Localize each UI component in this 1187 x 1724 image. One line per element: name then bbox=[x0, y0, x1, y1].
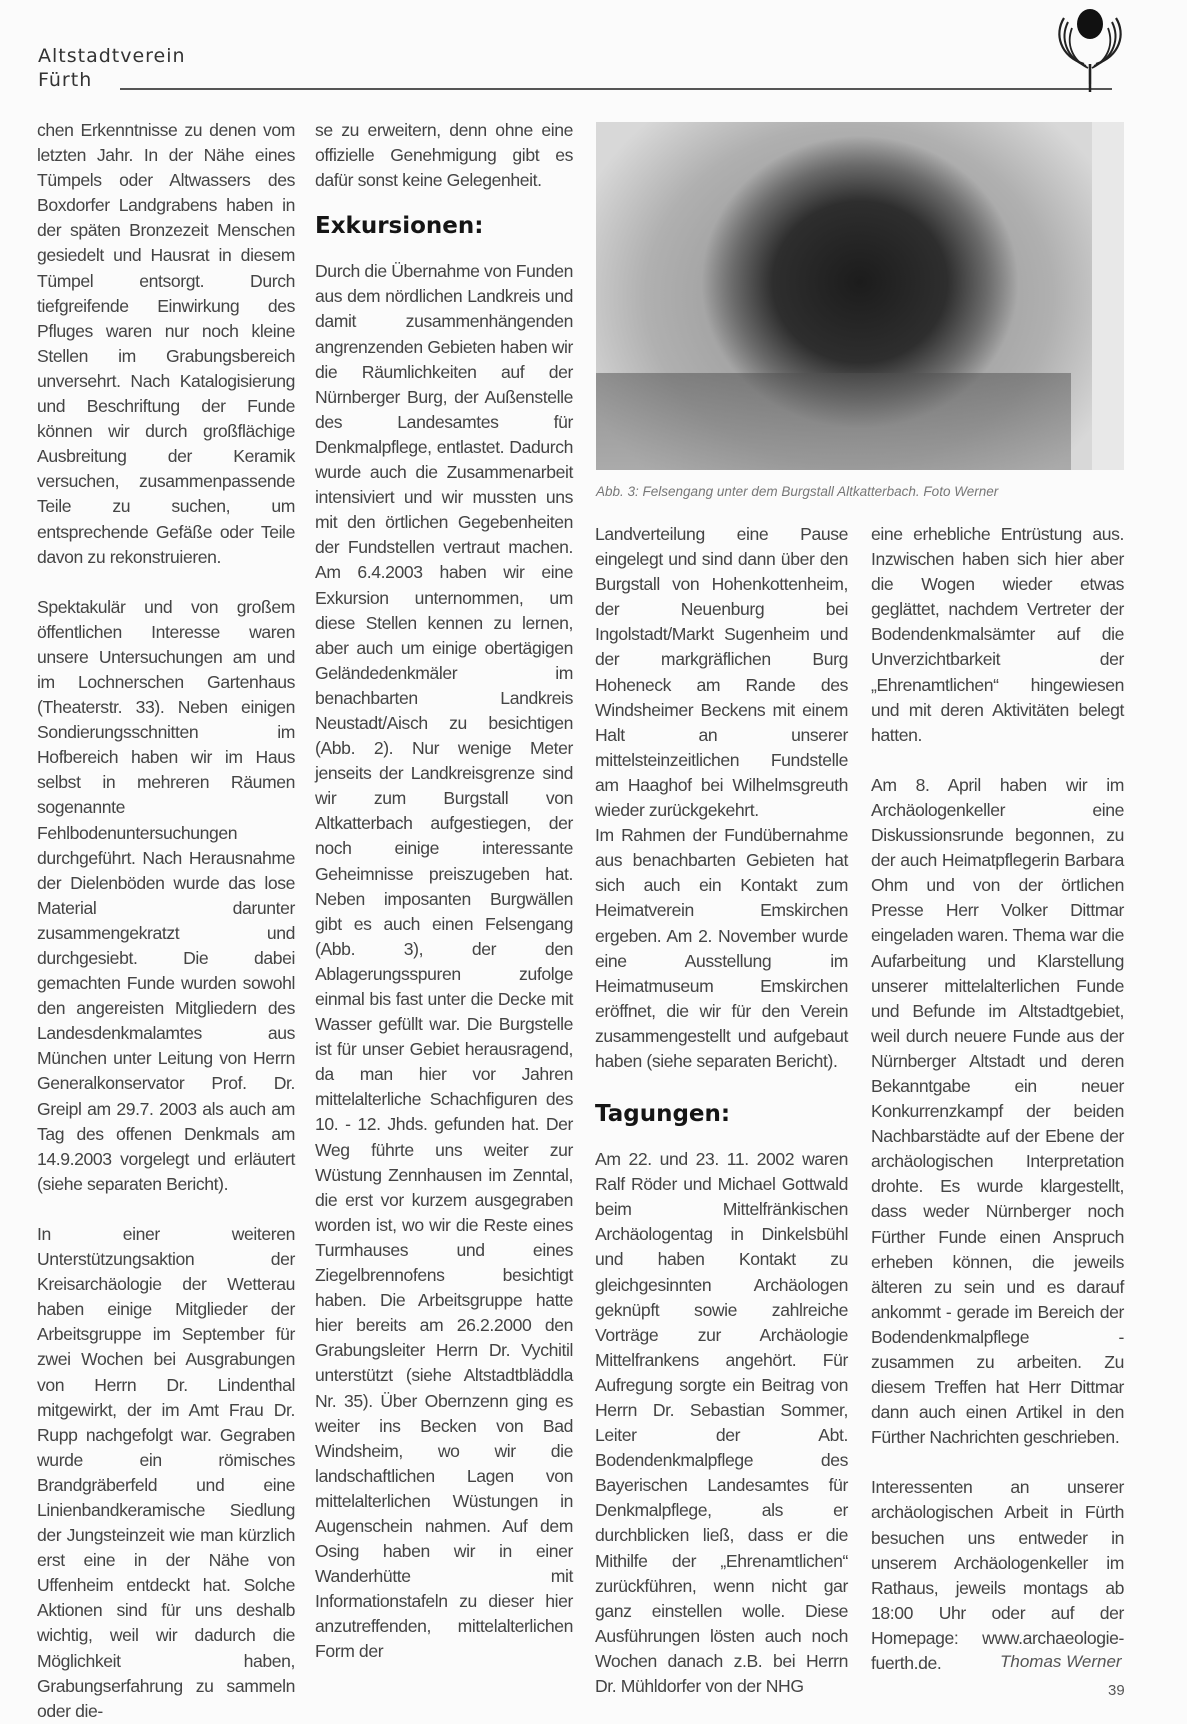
column-1 bbox=[37, 118, 295, 1724]
column-4 bbox=[871, 522, 1124, 1676]
paragraph: Im Rahmen der Fundübernahme aus benachbarten Gebieten hat sich auch ein Kontakt zum Heimatverein Emskirchen ergeben. Am 2. November wurde eine Ausstellung im Heimatmuseum Emskirchen eröffnet, die wir für den Verein zusammengestellt und aufgebaut haben (siehe separaten Bericht). bbox=[595, 825, 848, 1071]
section-heading-tagungen: Tagungen: bbox=[595, 1101, 731, 1128]
paragraph: Durch die Übernahme von Funden aus dem nördlichen Landkreis und damit zusammenhängenden angrenzenden Gebieten haben wir die Räumlichkeiten auf der Nürnberger Burg, der Außenstelle des Landesamtes für Denkmalpflege, entlastet. Dadurch wurde auch die Zusammenarbeit intensiviert und wir mussten uns mit den örtlichen Gegebenheiten der Fundstellen vertraut machen. Am 6.4.2003 haben wir eine Exkursion unternommen, um diese Stellen kennen zu lernen, aber auch um einige obertägigen Geländedenkmäler im benachbarten Landkreis Neustadt/Aisch zu besichtigen (Abb. 2). Nur wenige Meter jenseits der Landkreisgrenze sind wir zum Burgstall von Altkatterbach aufgestiegen, der noch einige interessante Geheimnisse preiszugeben hat. Neben imposanten Burgwällen gibt es auch einen Felsengang (Abb. 3), der den Ablagerungsspuren zufolge einmal bis fast unter die Decke mit Wasser gefüllt war. Die Burgstelle ist für unser Gebiet herausragend, da man hier vor Jahren mittelalterliche Schachfiguren des 10. - 12. Jhds. gefunden hat. Der Weg führte uns weiter zur Wüstung Zennhausen im Zenntal, die erst vor kurzem ausgegraben worden ist, wo wir die Reste eines Turmhauses und eines Ziegelbrennofens besichtigt haben. Die Arbeitsgruppe hatte hier bereits am 26.2.2000 den Grabungsleiter Herrn Dr. Vychitil unterstützt (siehe Altstadtbläddla Nr. 35). Über Obernzenn ging es weiter ins Becken von Bad Windsheim, wo wir die landschaftlichen Lagen von mittelalterlichen Wüstungen in Augenschein nahmen. Auf dem Osing haben wir in einer Wanderhütte mit Informationstafeln zu dieser hier anzutreffenden, mittelalterlichen Form der bbox=[315, 261, 573, 1662]
paragraph: se zu erweitern, denn ohne eine offizielle Genehmigung gibt es dafür sonst keine Gelegenheit. bbox=[315, 120, 573, 191]
author-signature: Thomas Werner bbox=[1000, 1652, 1122, 1671]
header-rule bbox=[120, 88, 1112, 90]
page-number: 39 bbox=[1108, 1682, 1125, 1699]
paragraph: Landverteilung eine Pause eingelegt und sind dann über den Burgstall von Hohenkottenheim, der Neuenburg bei Ingolstadt/Markt Sugenheim und der markgräflichen Burg Hoheneck am Rande des Windsheimer Beckens mit einem Halt an unserer mittelsteinzeitlichen Fundstelle am Haaghof bei Wilhelmsgreuth wieder zurückgekehrt. bbox=[595, 524, 848, 821]
org-name-line2: Fürth bbox=[38, 69, 93, 91]
paragraph: Am 8. April haben wir im Archäologenkeller eine Diskussionsrunde begonnen, zu der auch Heimatpflegerin Barbara Ohm und von der örtlichen Presse Herr Volker Dittmar eingeladen waren. Thema war die Aufarbeitung und Klarstellung unserer mittelalterlichen Funde und Befunde im Altstadtgebiet, weil durch neuere Funde aus der Nürnberger Altstadt und deren Bekanntgabe ein neuer Konkurrenzkampf der beiden Nachbarstädte auf der Ebene der archäologischen Interpretation drohte. Es wurde klargestellt, dass weder Nürnberger noch Fürther Funde einen Anspruch erheben können, die jeweils älteren zu sein und es darauf ankommt - gerade im Bereich der Bodendenkmalpflege - zusammen zu arbeiten. Zu diesem Treffen hat Herr Dittmar dann auch einen Artikel in den Fürther Nachrichten geschrieben. bbox=[871, 774, 1124, 1448]
paragraph: Interessenten an unserer archäologischen Arbeit in Fürth besuchen uns entweder in unserem Archäologenkeller im Rathaus, jeweils montags ab 18:00 Uhr oder auf der Homepage: www.archaeologie-fuerth.de. bbox=[871, 1477, 1124, 1674]
paragraph: Spektakulär und von großem öffentlichen Interesse waren unsere Untersuchungen am und im Lochnerschen Gartenhaus (Theaterstr. 33). Neben einigen Sondierungsschnitten im Hofbereich haben wir im Haus selbst in mehreren Räumen sogenannte Fehlbodenuntersuchungen durchgeführt. Nach Herausnahme der Dielenböden wurde das lose Material darunter zusammengekratzt und durchgesiebt. Die dabei gemachten Funde wurden sowohl den angereisten Mitgliedern des Landesdenkmalamtes aus München unter Leitung von Herrn Generalkonservator Prof. Dr. Greipl am 29.7. 2003 als auch am Tag des offenen Denkmals am 14.9.2003 vorgelegt und erläutert (siehe separaten Bericht). bbox=[37, 596, 295, 1194]
org-name-line1: Altstadtverein bbox=[38, 45, 186, 67]
paragraph: Am 22. und 23. 11. 2002 waren Ralf Röder und Michael Gottwald beim Mittelfränkischen Archäologentag in Dinkelsbühl und haben Kontakt zu gleichgesinnten Archäologen geknüpft sowie zahlreiche Vorträge zur Archäologie Mittelfrankens angehört. Für Aufregung sorgte ein Beitrag von Herrn Dr. Sebastian Sommer, Leiter der Abt. Bodendenkmalpflege des Bayerischen Landesamtes für Denkmalpflege, als er durchblicken ließ, dass er die Mithilfe der „Ehrenamtlichen“ zurückführen, wenn nicht gar ganz einstellen wolle. Diese Ausführungen lösten auch noch Wochen danach z.B. bei Herrn Dr. Mühldorfer von der NHG bbox=[595, 1149, 848, 1697]
photo-floor-shading bbox=[596, 373, 1071, 470]
masthead bbox=[38, 44, 1098, 94]
figure-caption: Abb. 3: Felsengang unter dem Burgstall Altkatterbach. Foto Werner bbox=[596, 484, 999, 499]
section-heading-exkursionen: Exkursionen: bbox=[315, 213, 484, 240]
paragraph: eine erhebliche Entrüstung aus. Inzwischen haben sich hier aber die Wogen wieder etwas geglättet, nachdem Vertreter der Bodendenkmalsämter auf die Unverzichtbarkeit der „Ehrenamtlichen“ hingewiesen und mit deren Aktivitäten belegt hatten. bbox=[871, 524, 1124, 745]
figure-photo bbox=[596, 122, 1124, 470]
paragraph: In einer weiteren Unterstützungsaktion der Kreisarchäologie der Wetterau haben einige Mitglieder der Arbeitsgruppe im September für zwei Wochen bei Ausgrabungen von Herrn Dr. Lindenthal mitgewirkt, der im Amt Frau Dr. Rupp nachgefolgt war. Gegraben wurde ein römisches Brandgräberfeld und eine Linienbandkeramische Siedlung der Jungsteinzeit wie man kürzlich erst eine in der Nähe von Uffenheim entdeckt hat. Solche Aktionen sind für uns deshalb wichtig, weil wir dadurch die Möglichkeit haben, Grabungserfahrung zu sammeln oder die- bbox=[37, 1223, 295, 1721]
altstadtverein-logo-icon bbox=[1050, 4, 1130, 92]
photo-edge bbox=[1092, 122, 1124, 470]
column-2 bbox=[315, 118, 573, 1665]
paragraph: chen Erkenntnisse zu denen vom letzten Jahr. In der Nähe eines Tümpels oder Altwassers des Boxdorfer Landgrabens haben in der späten Bronzezeit Menschen gesiedelt und Hausrat in diesem Tümpel entsorgt. Durch tiefgreifende Einwirkung des Pfluges waren nur noch kleine Stellen im Grabungsbereich unversehrt. Nach Katalogisierung und Beschriftung der Funde können wir durch großflächige Ausbreitung der Keramik versuchen, zusammenpassende Teile zu suchen, um entsprechende Gefäße oder Teile davon zu rekonstruieren. bbox=[37, 120, 295, 567]
column-3 bbox=[595, 522, 848, 1699]
